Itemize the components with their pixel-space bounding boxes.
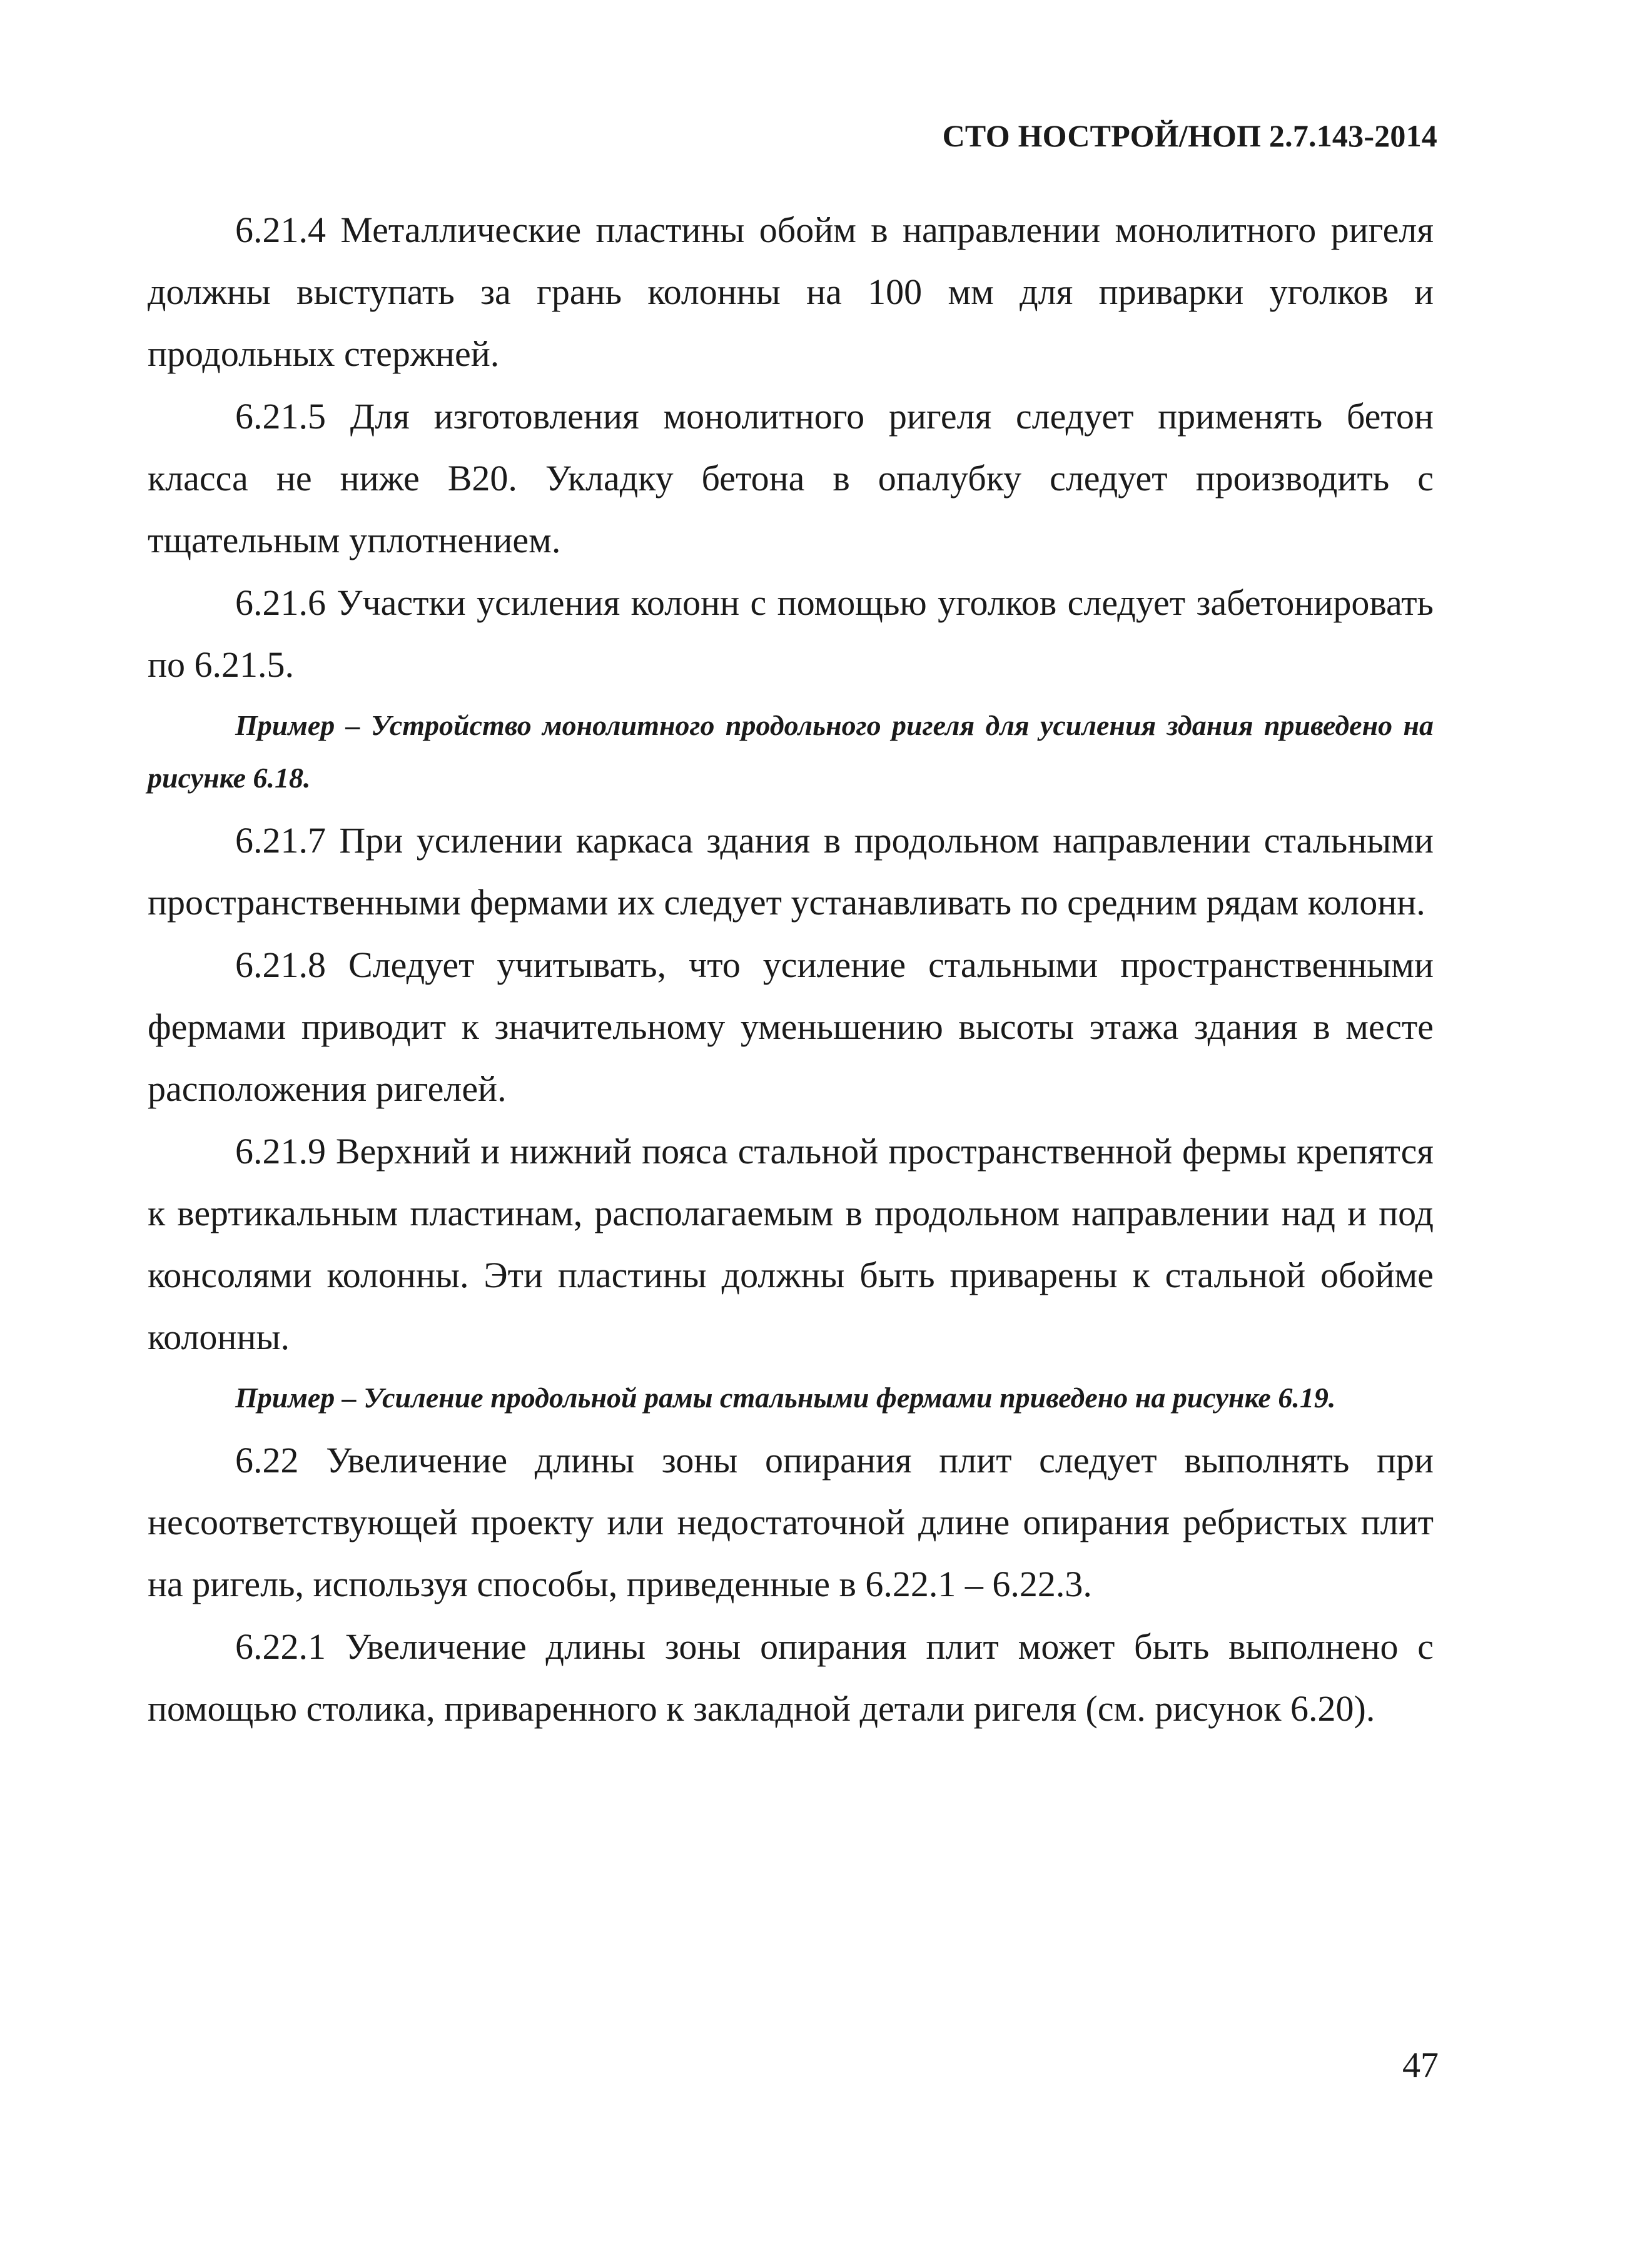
paragraph-6-21-7: 6.21.7 При усилении каркаса здания в продольном направлении стальными пространственными фермами их следует устанавливать по средним рядам колонн. xyxy=(148,820,1434,923)
document-header-title: СТО НОСТРОЙ/НОП 2.7.143-2014 xyxy=(942,118,1437,153)
example-figure-6-19: Пример – Усиление продольной рамы стальными фермами приведено на рисунке 6.19. xyxy=(235,1382,1336,1414)
document-body xyxy=(148,199,1434,1740)
page-number: 47 xyxy=(1402,2045,1439,2085)
paragraph-6-22-1: 6.22.1 Увеличение длины зоны опирания плит может быть выполнено с помощью столика, приваренного к закладной детали ригеля (см. рисунок 6.20). xyxy=(148,1626,1434,1729)
paragraph-6-21-5: 6.21.5 Для изготовления монолитного ригеля следует применять бетон класса не ниже В20. Укладку бетона в опалубку следует производить с тщательным уплотнением. xyxy=(148,396,1434,560)
paragraph-6-22: 6.22 Увеличение длины зоны опирания плит следует выполнять при несоответствующей проекту или недостаточной длине опирания ребристых плит на ригель, используя способы, приведенные в 6.22.1 – 6.22.3. xyxy=(148,1440,1434,1604)
paragraph-6-21-9: 6.21.9 Верхний и нижний пояса стальной пространственной фермы крепятся к вертикальным пластинам, располагаемым в продольном направлении над и под консолями колонны. Эти пластины должны быть приварены к стальной обойме колонны. xyxy=(148,1131,1434,1357)
paragraph-6-21-6: 6.21.6 Участки усиления колонн с помощью уголков следует забетонировать по 6.21.5. xyxy=(148,582,1434,685)
paragraph-6-21-8: 6.21.8 Следует учитывать, что усиление стальными пространственными фермами приводит к значительному уменьшению высоты этажа здания в месте расположения ригелей. xyxy=(148,944,1434,1109)
paragraph-6-21-4: 6.21.4 Металлические пластины обойм в направлении монолитного ригеля должны выступать за грань колонны на 100 мм для приварки уголков и продольных стержней. xyxy=(148,210,1434,374)
example-figure-6-18: Пример – Устройство монолитного продольного ригеля для усиления здания приведено на рисунке 6.18. xyxy=(148,709,1434,794)
